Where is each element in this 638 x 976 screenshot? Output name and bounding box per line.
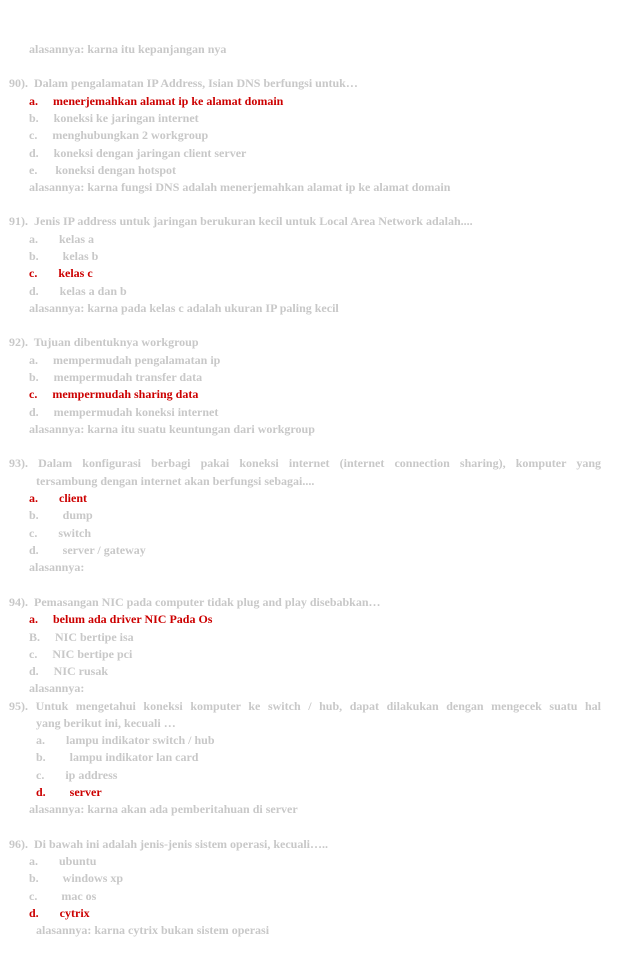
answer-95-c: c. ip address [36,768,118,782]
answer-90-a: a. menerjemahkan alamat ip ke alamat domain [29,94,284,108]
reason-91: alasannya: karna pada kelas c adalah ukuran IP paling kecil [29,301,339,315]
reason-93: alasannya: [29,560,85,574]
reason-94: alasannya: [29,681,85,695]
answer-91-d: d. kelas a dan b [29,284,127,298]
answer-91-b: b. kelas b [29,249,99,263]
answer-94-b: B. NIC bertipe isa [29,630,134,644]
question-95-cont: yang berikut ini, kecuali … [36,716,176,730]
answer-92-d: d. mempermudah koneksi internet [29,405,219,419]
answer-95-a: a. lampu indikator switch / hub [36,733,215,747]
question-95: 95). Untuk mengetahui koneksi komputer ke switch / hub, dapat dilakukan dengan mengecek suatu hal [9,699,601,713]
answer-96-a: a. ubuntu [29,854,97,868]
answer-95-b: b. lampu indikator lan card [36,750,199,764]
answer-94-a: a. belum ada driver NIC Pada Os [29,612,213,626]
reason-96: alasannya: karna cytrix bukan sistem operasi [36,923,270,937]
question-91: 91). Jenis IP address untuk jaringan berukuran kecil untuk Local Area Network adalah.... [9,214,473,228]
reason-89: alasannya: karna itu kepanjangan nya [29,42,227,56]
answer-92-a: a. mempermudah pengalamatan ip [29,353,221,367]
answer-92-b: b. mempermudah transfer data [29,370,203,384]
answer-96-b: b. windows xp [29,871,124,885]
answer-96-c: c. mac os [29,889,97,903]
answer-93-a: a. client [29,491,87,505]
reason-92: alasannya: karna itu suatu keuntungan dari workgroup [29,422,315,436]
answer-93-d: d. server / gateway [29,543,146,557]
answer-94-d: d. NIC rusak [29,664,109,678]
answer-90-b: b. koneksi ke jaringan internet [29,111,199,125]
question-96: 96). Di bawah ini adalah jenis-jenis sistem operasi, kecuali….. [9,837,329,851]
question-94: 94). Pemasangan NIC pada computer tidak plug and play disebabkan… [9,595,381,609]
answer-94-c: c. NIC bertipe pci [29,647,133,661]
answer-90-e: e. koneksi dengan hotspot [29,163,177,177]
answer-92-c: c. mempermudah sharing data [29,387,199,401]
answer-91-a: a. kelas a [29,232,95,246]
answer-96-d: d. cytrix [29,906,90,920]
answer-95-d: d. server [36,785,102,799]
answer-90-d: d. koneksi dengan jaringan client server [29,146,247,160]
reason-90: alasannya: karna fungsi DNS adalah menerjemahkan alamat ip ke alamat domain [29,180,451,194]
reason-95: alasannya: karna akan ada pemberitahuan di server [29,802,298,816]
answer-90-c: c. menghubungkan 2 workgroup [29,128,209,142]
question-90: 90). Dalam pengalamatan IP Address, Isian DNS berfungsi untuk… [9,76,358,90]
answer-93-c: c. switch [29,526,91,540]
answer-93-b: b. dump [29,508,93,522]
question-92: 92). Tujuan dibentuknya workgroup [9,335,199,349]
question-93-cont: tersambung dengan internet akan berfungsi sebagai.... [36,474,315,488]
answer-91-c: c. kelas c [29,266,93,280]
question-93: 93). Dalam konfigurasi berbagi pakai koneksi internet (internet connection sharing), komputer yang [9,456,601,470]
